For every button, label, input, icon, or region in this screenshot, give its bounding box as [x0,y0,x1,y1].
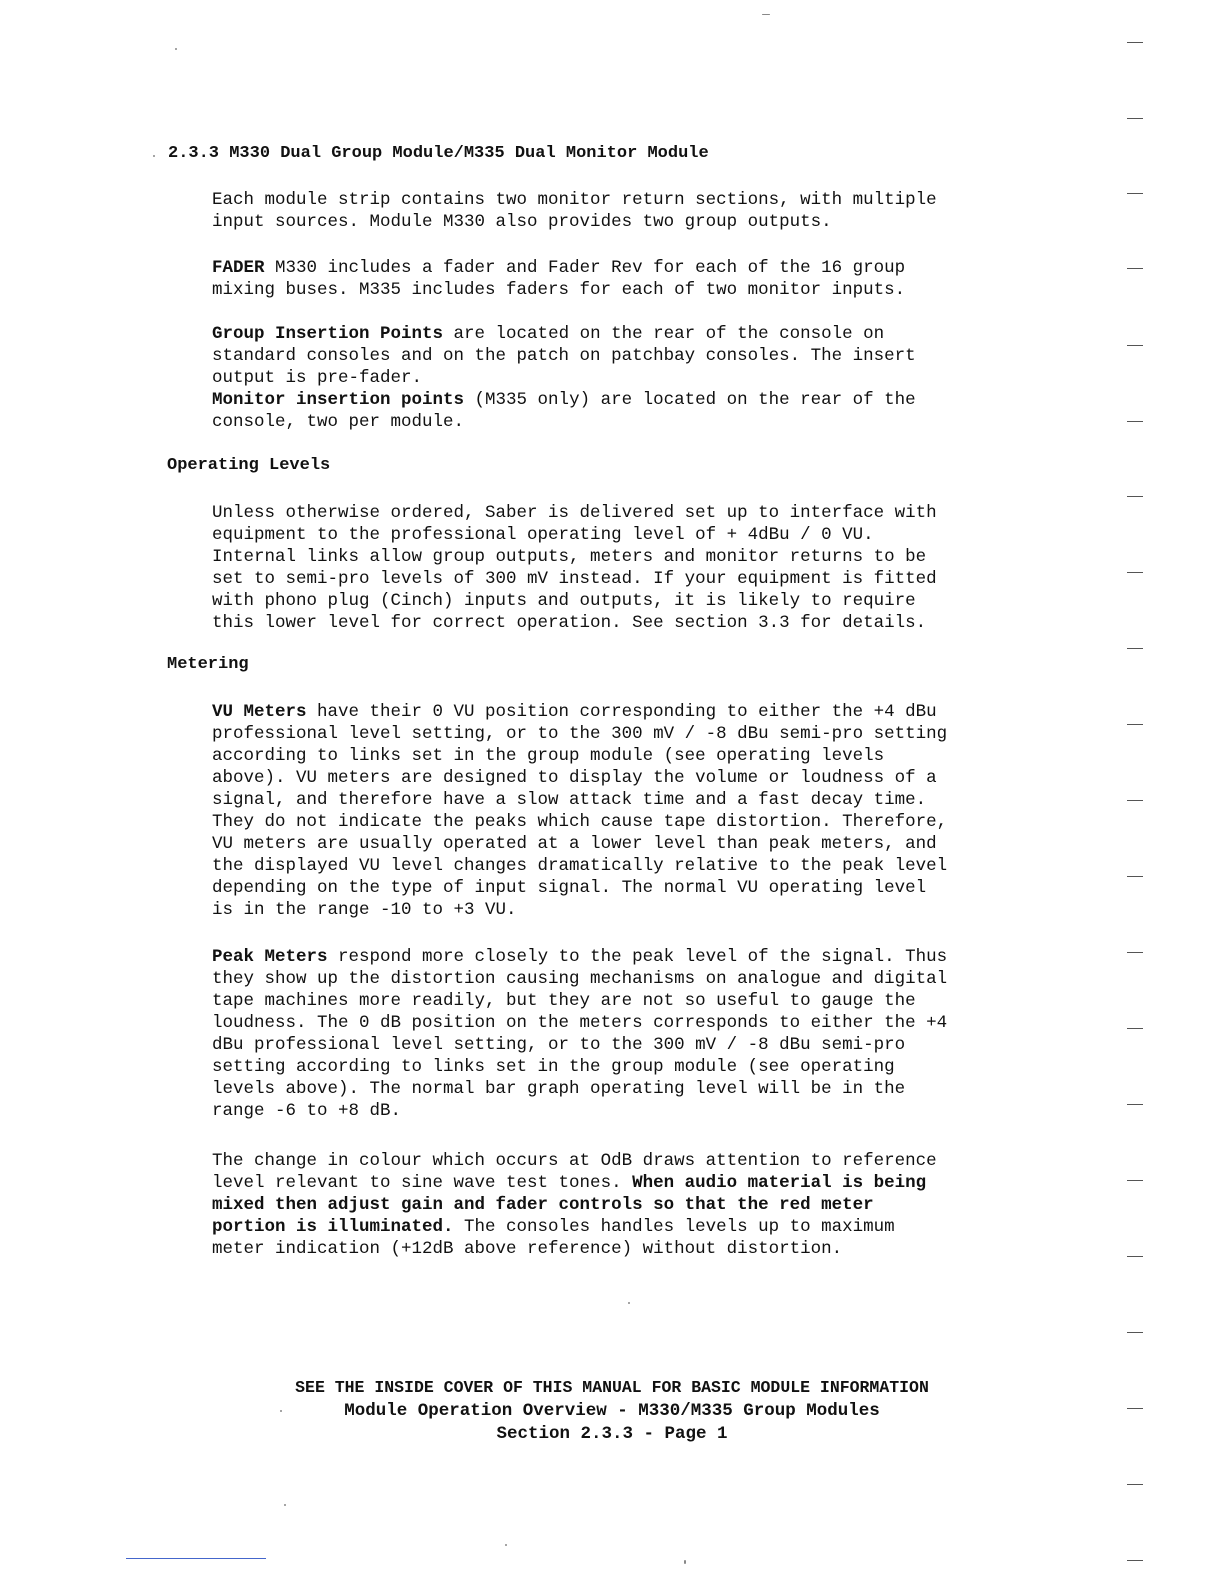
peak-line: range -6 to +8 dB. [212,1101,402,1121]
margin-mark [1127,1028,1143,1029]
insertion-line: standard consoles and on the patch on patchbay consoles. The insert [212,346,916,366]
scan-speck [280,1410,282,1412]
colour-text: level relevant to sine wave test tones. [212,1173,633,1193]
margin-mark [1127,952,1143,953]
bottom-rule [126,1558,266,1559]
peak-line: loudness. The 0 dB position on the meters corresponds to either the +4 [212,1013,948,1033]
peak-line: levels above). The normal bar graph operating level will be in the [212,1079,906,1099]
margin-mark [1127,193,1143,194]
fader-line: mixing buses. M335 includes faders for each of two monitor inputs. [212,280,906,300]
vu-line: the displayed VU level changes dramatically relative to the peak level [212,856,948,876]
margin-mark [1127,648,1143,649]
margin-mark [1127,496,1143,497]
margin-mark [1127,572,1143,573]
vu-line: professional level setting, or to the 300 mV / -8 dBu semi-pro setting [212,724,948,744]
vu-line: signal, and therefore have a slow attack time and a fast decay time. [212,790,927,810]
margin-mark [1127,118,1143,119]
operating-line: Unless otherwise ordered, Saber is delivered set up to interface with [212,503,937,523]
vu-meters-label: VU Meters [212,702,307,722]
metering-heading: Metering [167,655,249,674]
margin-mark [1127,724,1143,725]
scan-speck [284,1504,286,1506]
intro-line: input sources. Module M330 also provides two group outputs. [212,212,832,232]
colour-line: The change in colour which occurs at OdB draws attention to reference [212,1151,937,1171]
margin-mark [1127,268,1143,269]
peak-line: setting according to links set in the group module (see operating [212,1057,895,1077]
vu-line: according to links set in the group module (see operating levels [212,746,885,766]
margin-mark [1127,1332,1143,1333]
margin-mark [1127,1484,1143,1485]
operating-levels-heading: Operating Levels [167,456,331,475]
scan-speck [175,48,177,50]
vu-text: have their 0 VU position corresponding to either the +4 dBu [306,702,937,722]
peak-meters-paragraph [212,946,1032,1122]
margin-mark [1127,876,1143,877]
margin-mark [1127,1180,1143,1181]
operating-line: Internal links allow group outputs, meters and monitor returns to be [212,547,927,567]
insertion-text: (M335 only) are located on the rear of the [464,390,916,410]
colour-line [212,1172,1032,1194]
peak-meters-label: Peak Meters [212,947,328,967]
vu-line: VU meters are usually operated at a lower level than peak meters, and [212,834,937,854]
scan-speck [628,1302,630,1304]
insertion-paragraph [212,323,1032,433]
fader-line [212,257,1032,279]
margin-mark [1127,421,1143,422]
footer-page-number: Section 2.3.3 - Page 1 [496,1424,728,1444]
scan-speck [153,155,155,157]
margin-mark [1127,1104,1143,1105]
footer-notice: SEE THE INSIDE COVER OF THIS MANUAL FOR BASIC MODULE INFORMATION [295,1378,929,1397]
section-heading: 2.3.3 M330 Dual Group Module/M335 Dual Monitor Module [168,144,709,163]
insertion-line [212,323,1032,345]
scan-speck [684,1560,686,1564]
margin-mark [1127,1256,1143,1257]
vu-meters-paragraph [212,701,1032,921]
scan-speck [762,14,770,15]
margin-mark [1127,800,1143,801]
operating-line: set to semi-pro levels of 300 mV instead. If your equipment is fitted [212,569,937,589]
fader-label: FADER [212,258,265,278]
vu-line: depending on the type of input signal. The normal VU operating level [212,878,927,898]
intro-paragraph [212,189,1032,233]
fader-paragraph [212,257,1032,301]
colour-line [212,1216,1032,1238]
peak-line: tape machines more readily, but they are not so useful to gauge the [212,991,916,1011]
margin-mark [1127,42,1143,43]
peak-line: dBu professional level setting, or to the 300 mV / -8 dBu semi-pro [212,1035,906,1055]
operating-line: with phono plug (Cinch) inputs and outputs, it is likely to require [212,591,916,611]
margin-mark [1127,345,1143,346]
intro-line: Each module strip contains two monitor return sections, with multiple [212,190,937,210]
operating-line: equipment to the professional operating level of + 4dBu / 0 VU. [212,525,874,545]
insertion-text: are located on the rear of the console on [443,324,885,344]
colour-text: The consoles handles levels up to maximum [453,1217,895,1237]
monitor-insertion-label: Monitor insertion points [212,390,465,410]
insertion-line [212,389,1032,411]
insertion-line: console, two per module. [212,412,465,432]
insertion-line: output is pre-fader. [212,368,423,388]
scan-speck [505,1544,507,1546]
colour-emphasis: portion is illuminated. [212,1217,454,1237]
margin-mark [1127,1408,1143,1409]
colour-emphasis: When audio material is being [632,1173,927,1193]
operating-line: this lower level for correct operation. See section 3.3 for details. [212,613,927,633]
operating-levels-paragraph [212,502,1032,634]
colour-change-paragraph [212,1150,1032,1260]
peak-line [212,946,1032,968]
vu-line [212,701,1032,723]
group-insertion-label: Group Insertion Points [212,324,444,344]
margin-mark [1127,1560,1143,1561]
colour-line: meter indication (+12dB above reference) without distortion. [212,1239,843,1259]
fader-text: M330 includes a fader and Fader Rev for each of the 16 group [264,258,906,278]
vu-line: They do not indicate the peaks which cause tape distortion. Therefore, [212,812,948,832]
vu-line: above). VU meters are designed to display the volume or loudness of a [212,768,937,788]
peak-line: they show up the distortion causing mechanisms on analogue and digital [212,969,948,989]
vu-line: is in the range -10 to +3 VU. [212,900,517,920]
peak-text: respond more closely to the peak level of the signal. Thus [327,947,948,967]
footer-title: Module Operation Overview - M330/M335 Group Modules [344,1401,880,1421]
colour-line: mixed then adjust gain and fader controls so that the red meter [212,1195,874,1215]
